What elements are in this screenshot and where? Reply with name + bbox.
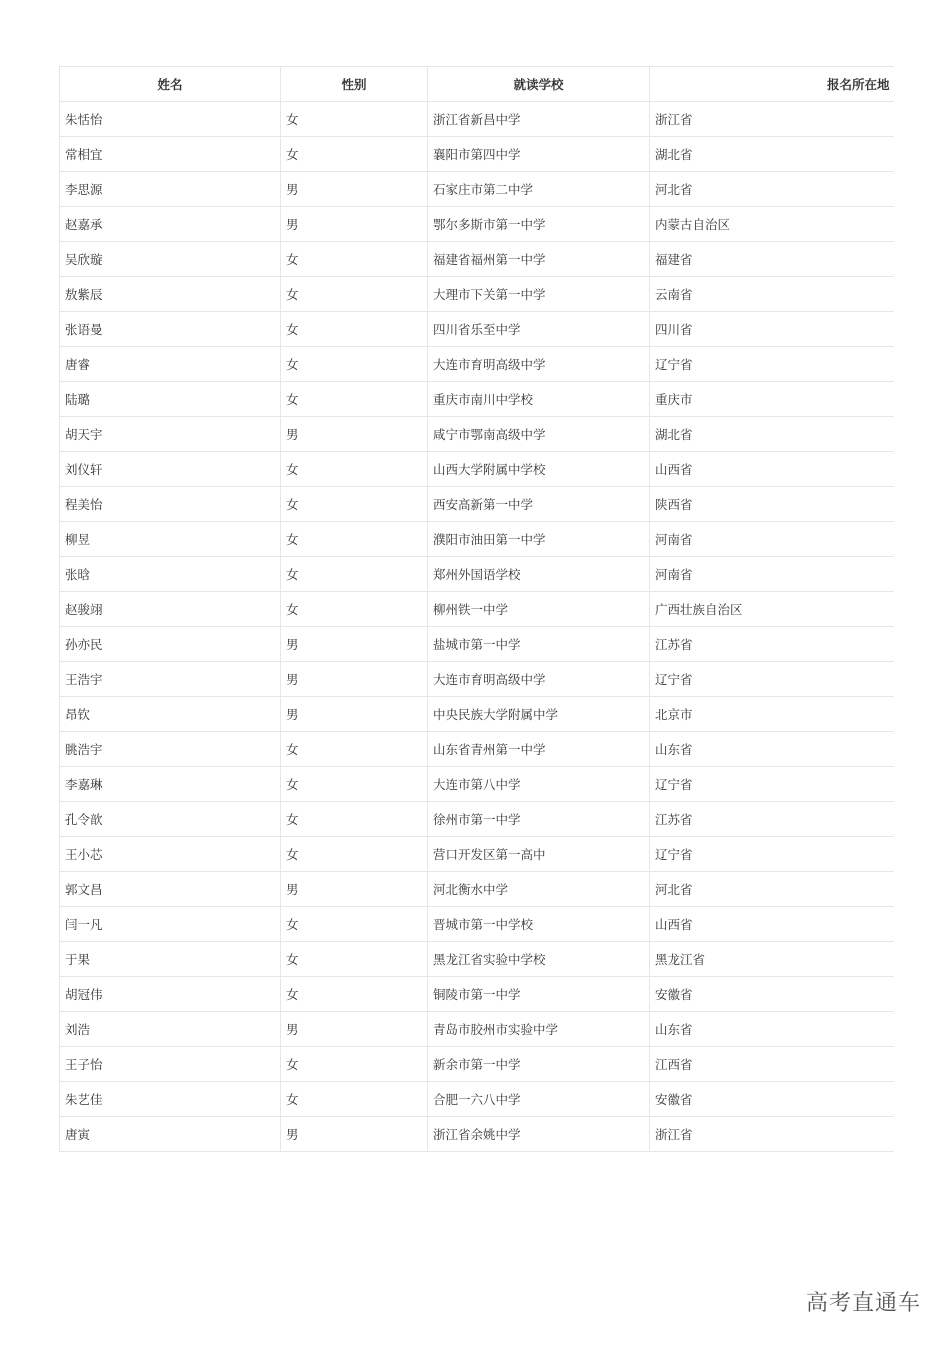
cell-gender: 男 xyxy=(281,662,428,697)
table-row xyxy=(60,907,894,942)
cell-school: 大连市育明高级中学 xyxy=(428,347,650,382)
header-name: 姓名 xyxy=(60,67,281,102)
cell-school: 山西大学附属中学校 xyxy=(428,452,650,487)
cell-gender: 女 xyxy=(281,102,428,137)
table-row xyxy=(60,977,894,1012)
cell-school: 晋城市第一中学校 xyxy=(428,907,650,942)
cell-gender: 女 xyxy=(281,942,428,977)
cell-region: 云南省 xyxy=(650,277,894,312)
cell-gender: 女 xyxy=(281,277,428,312)
cell-school: 鄂尔多斯市第一中学 xyxy=(428,207,650,242)
cell-gender: 女 xyxy=(281,767,428,802)
cell-school: 大连市第八中学 xyxy=(428,767,650,802)
cell-name: 朓浩宇 xyxy=(60,732,281,767)
cell-region: 福建省 xyxy=(650,242,894,277)
table-row xyxy=(60,172,894,207)
cell-region: 广西壮族自治区 xyxy=(650,592,894,627)
cell-name: 唐睿 xyxy=(60,347,281,382)
header-row xyxy=(60,67,894,102)
cell-school: 新余市第一中学 xyxy=(428,1047,650,1082)
cell-school: 柳州铁一中学 xyxy=(428,592,650,627)
table-row xyxy=(60,207,894,242)
cell-name: 胡冠伟 xyxy=(60,977,281,1012)
header-school: 就读学校 xyxy=(428,67,650,102)
cell-gender: 女 xyxy=(281,382,428,417)
cell-name: 郭文昌 xyxy=(60,872,281,907)
table-row xyxy=(60,417,894,452)
table-row xyxy=(60,1012,894,1047)
header-gender: 性别 xyxy=(281,67,428,102)
cell-gender: 男 xyxy=(281,1012,428,1047)
cell-school: 黑龙江省实验中学校 xyxy=(428,942,650,977)
table-row xyxy=(60,942,894,977)
cell-name: 王子怡 xyxy=(60,1047,281,1082)
watermark-text: 高考直通车 xyxy=(805,1291,921,1316)
table-row xyxy=(60,662,894,697)
cell-region: 辽宁省 xyxy=(650,662,894,697)
cell-gender: 女 xyxy=(281,802,428,837)
cell-school: 大理市下关第一中学 xyxy=(428,277,650,312)
table-row xyxy=(60,487,894,522)
cell-name: 柳昱 xyxy=(60,522,281,557)
cell-gender: 女 xyxy=(281,977,428,1012)
table-row xyxy=(60,382,894,417)
cell-name: 敖紫辰 xyxy=(60,277,281,312)
cell-school: 铜陵市第一中学 xyxy=(428,977,650,1012)
cell-school: 营口开发区第一高中 xyxy=(428,837,650,872)
cell-gender: 女 xyxy=(281,1082,428,1117)
cell-name: 王小芯 xyxy=(60,837,281,872)
table-row xyxy=(60,102,894,137)
cell-name: 孙亦民 xyxy=(60,627,281,662)
cell-name: 赵骏翊 xyxy=(60,592,281,627)
cell-region: 江苏省 xyxy=(650,627,894,662)
cell-gender: 女 xyxy=(281,732,428,767)
cell-gender: 男 xyxy=(281,697,428,732)
cell-school: 四川省乐至中学 xyxy=(428,312,650,347)
cell-name: 赵嘉承 xyxy=(60,207,281,242)
cell-region: 四川省 xyxy=(650,312,894,347)
table-row xyxy=(60,837,894,872)
cell-region: 陕西省 xyxy=(650,487,894,522)
cell-name: 李嘉琳 xyxy=(60,767,281,802)
cell-region: 北京市 xyxy=(650,697,894,732)
table-row xyxy=(60,312,894,347)
cell-gender: 男 xyxy=(281,207,428,242)
table-row xyxy=(60,767,894,802)
cell-region: 江苏省 xyxy=(650,802,894,837)
cell-school: 郑州外国语学校 xyxy=(428,557,650,592)
cell-name: 孔令歆 xyxy=(60,802,281,837)
cell-region: 辽宁省 xyxy=(650,837,894,872)
student-roster-table xyxy=(59,66,894,1152)
cell-gender: 女 xyxy=(281,557,428,592)
cell-name: 张语曼 xyxy=(60,312,281,347)
cell-gender: 男 xyxy=(281,1117,428,1152)
cell-school: 重庆市南川中学校 xyxy=(428,382,650,417)
cell-school: 福建省福州第一中学 xyxy=(428,242,650,277)
table-row xyxy=(60,242,894,277)
cell-name: 王浩宇 xyxy=(60,662,281,697)
cell-school: 合肥一六八中学 xyxy=(428,1082,650,1117)
cell-gender: 男 xyxy=(281,417,428,452)
cell-gender: 男 xyxy=(281,627,428,662)
table-row xyxy=(60,1047,894,1082)
cell-name: 昂钦 xyxy=(60,697,281,732)
cell-region: 河北省 xyxy=(650,872,894,907)
table-row xyxy=(60,1082,894,1117)
cell-region: 山西省 xyxy=(650,907,894,942)
cell-region: 辽宁省 xyxy=(650,347,894,382)
table-row xyxy=(60,347,894,382)
cell-gender: 女 xyxy=(281,592,428,627)
table-row xyxy=(60,277,894,312)
cell-region: 河南省 xyxy=(650,522,894,557)
cell-school: 盐城市第一中学 xyxy=(428,627,650,662)
cell-region: 黑龙江省 xyxy=(650,942,894,977)
cell-region: 河南省 xyxy=(650,557,894,592)
cell-school: 山东省青州第一中学 xyxy=(428,732,650,767)
cell-region: 湖北省 xyxy=(650,417,894,452)
cell-region: 浙江省 xyxy=(650,102,894,137)
cell-region: 山西省 xyxy=(650,452,894,487)
table-row xyxy=(60,1117,894,1152)
cell-gender: 女 xyxy=(281,242,428,277)
cell-school: 西安高新第一中学 xyxy=(428,487,650,522)
cell-region: 辽宁省 xyxy=(650,767,894,802)
cell-school: 濮阳市油田第一中学 xyxy=(428,522,650,557)
cell-region: 浙江省 xyxy=(650,1117,894,1152)
table-row xyxy=(60,137,894,172)
table-row xyxy=(60,802,894,837)
cell-gender: 女 xyxy=(281,837,428,872)
header-region: 报名所在地 xyxy=(650,67,894,102)
cell-school: 浙江省余姚中学 xyxy=(428,1117,650,1152)
cell-region: 安徽省 xyxy=(650,1082,894,1117)
cell-name: 陆璐 xyxy=(60,382,281,417)
cell-school: 青岛市胶州市实验中学 xyxy=(428,1012,650,1047)
cell-region: 河北省 xyxy=(650,172,894,207)
table-header xyxy=(60,67,894,102)
cell-school: 石家庄市第二中学 xyxy=(428,172,650,207)
table-row xyxy=(60,627,894,662)
cell-gender: 女 xyxy=(281,452,428,487)
cell-gender: 男 xyxy=(281,872,428,907)
cell-gender: 女 xyxy=(281,312,428,347)
cell-name: 吴欣璇 xyxy=(60,242,281,277)
cell-school: 咸宁市鄂南高级中学 xyxy=(428,417,650,452)
table-row xyxy=(60,522,894,557)
cell-name: 常相宜 xyxy=(60,137,281,172)
table-row xyxy=(60,697,894,732)
cell-name: 闫一凡 xyxy=(60,907,281,942)
cell-gender: 女 xyxy=(281,907,428,942)
cell-region: 山东省 xyxy=(650,732,894,767)
cell-name: 胡天宇 xyxy=(60,417,281,452)
cell-school: 大连市育明高级中学 xyxy=(428,662,650,697)
cell-name: 李思源 xyxy=(60,172,281,207)
table-row xyxy=(60,732,894,767)
table-row xyxy=(60,557,894,592)
cell-name: 刘浩 xyxy=(60,1012,281,1047)
cell-region: 湖北省 xyxy=(650,137,894,172)
table-row xyxy=(60,592,894,627)
cell-gender: 女 xyxy=(281,347,428,382)
cell-name: 朱恬怡 xyxy=(60,102,281,137)
cell-region: 重庆市 xyxy=(650,382,894,417)
cell-name: 程美怡 xyxy=(60,487,281,522)
cell-school: 浙江省新昌中学 xyxy=(428,102,650,137)
cell-name: 于果 xyxy=(60,942,281,977)
cell-school: 襄阳市第四中学 xyxy=(428,137,650,172)
cell-region: 内蒙古自治区 xyxy=(650,207,894,242)
table-body xyxy=(60,102,894,1152)
cell-region: 江西省 xyxy=(650,1047,894,1082)
cell-gender: 女 xyxy=(281,487,428,522)
cell-name: 朱艺佳 xyxy=(60,1082,281,1117)
cell-region: 安徽省 xyxy=(650,977,894,1012)
cell-gender: 男 xyxy=(281,172,428,207)
cell-name: 张晗 xyxy=(60,557,281,592)
cell-name: 刘仪轩 xyxy=(60,452,281,487)
cell-school: 徐州市第一中学 xyxy=(428,802,650,837)
cell-gender: 女 xyxy=(281,522,428,557)
cell-school: 河北衡水中学 xyxy=(428,872,650,907)
table-row xyxy=(60,872,894,907)
cell-gender: 女 xyxy=(281,137,428,172)
cell-gender: 女 xyxy=(281,1047,428,1082)
cell-school: 中央民族大学附属中学 xyxy=(428,697,650,732)
cell-region: 山东省 xyxy=(650,1012,894,1047)
table-row xyxy=(60,452,894,487)
cell-name: 唐寅 xyxy=(60,1117,281,1152)
